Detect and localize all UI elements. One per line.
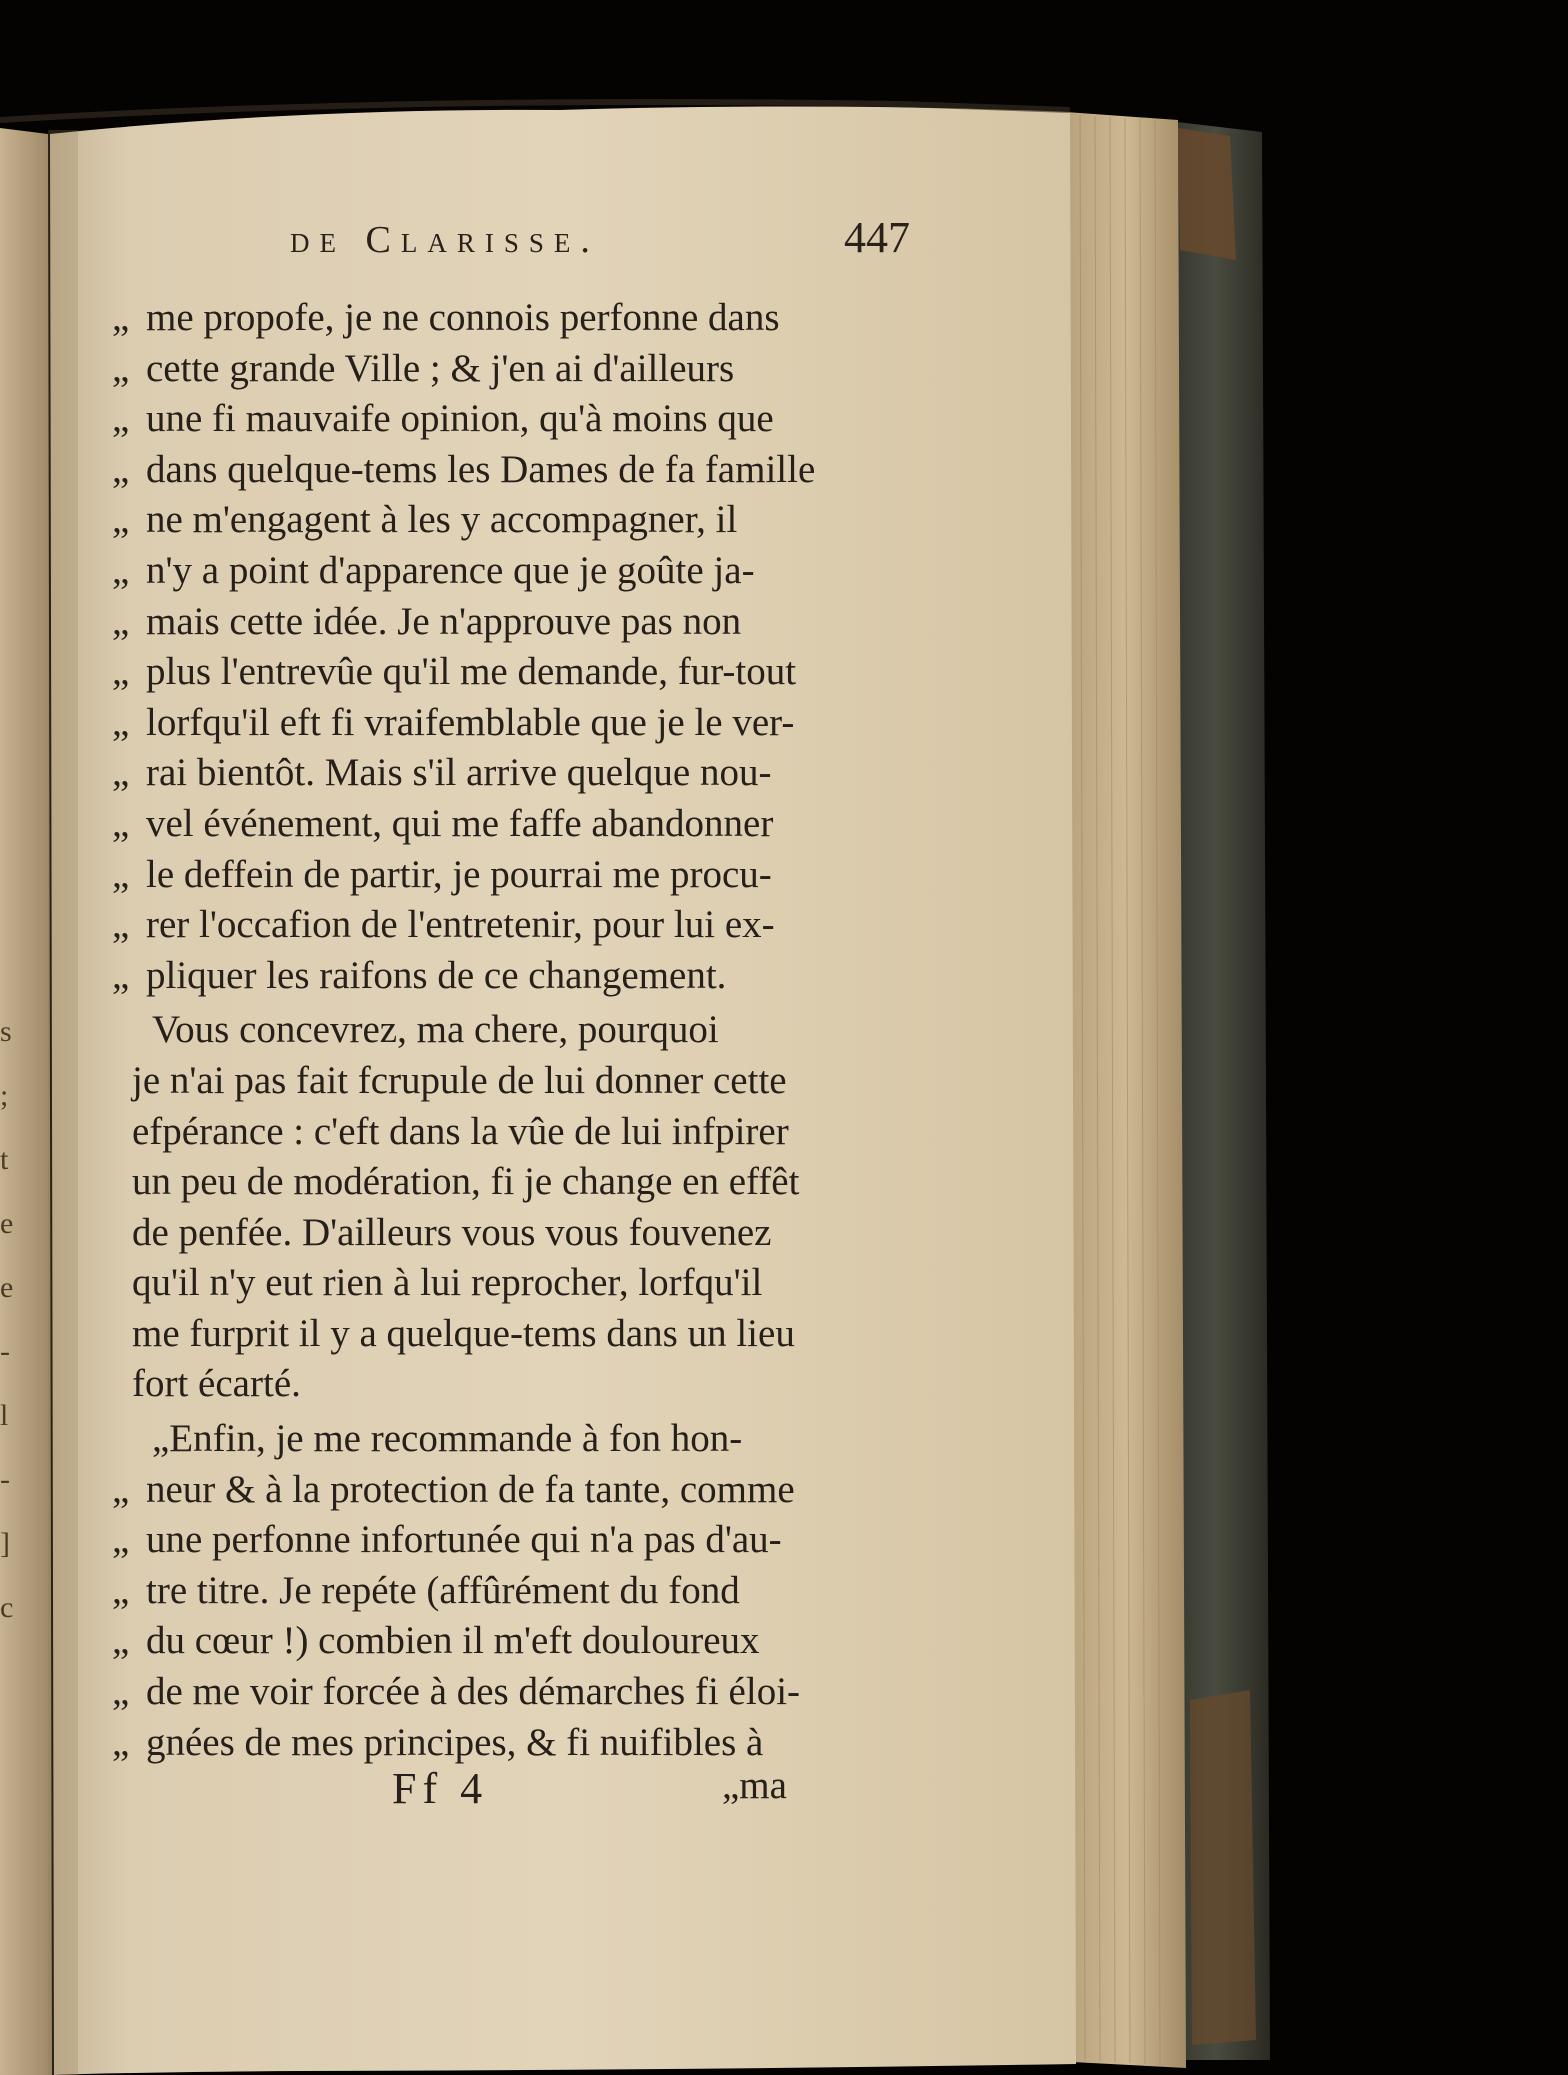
left-page-fragment: s — [0, 1015, 12, 1048]
text-line — [112, 1157, 912, 1208]
text-line — [112, 293, 912, 344]
quote-mark: „ — [112, 1467, 130, 1511]
line-text: je n'ai pas fait fcrupule de lui donner cette — [132, 1058, 787, 1102]
text-line — [112, 1616, 912, 1667]
line-text: plus l'entrevûe qu'il me demande, fur-tout — [146, 650, 797, 694]
text-line — [112, 597, 912, 648]
text-line — [112, 1309, 912, 1360]
signature-mark: Ff 4 — [392, 1764, 489, 1813]
line-text: Vous concevrez, ma chere, pourquoi — [152, 1008, 719, 1052]
page-footer — [0, 1763, 820, 1823]
line-text: fort écarté. — [132, 1362, 301, 1406]
quote-mark: „ — [112, 650, 130, 694]
text-line — [112, 1056, 912, 1107]
text-line — [112, 1208, 912, 1259]
line-text: neur & à la protection de fa tante, comme — [146, 1467, 795, 1511]
text-line — [112, 394, 912, 445]
quote-mark: „ — [112, 1720, 130, 1764]
text-line — [112, 546, 912, 597]
left-page-fragment: e — [0, 1207, 14, 1240]
quote-mark: „ — [112, 1518, 130, 1562]
left-page-fragment: - — [0, 1335, 10, 1368]
left-page-margin — [0, 1000, 30, 1640]
line-text: n'y a point d'apparence que je goûte ja- — [146, 548, 755, 592]
text-line — [112, 1258, 912, 1309]
text-line — [112, 1566, 912, 1617]
text-line — [112, 344, 912, 395]
line-text: cette grande Ville ; & j'en ai d'ailleurs — [146, 346, 735, 390]
line-text: ne m'engagent à les y accompagner, il — [146, 498, 738, 542]
line-text: rai bientôt. Mais s'il arrive quelque nou- — [146, 751, 772, 795]
line-text: efpérance : c'eft dans la vûe de lui infpirer — [132, 1109, 789, 1153]
quote-mark: „ — [112, 599, 130, 643]
text-line — [112, 1107, 912, 1158]
line-text: gnées de mes principes, & fi nuifibles à — [146, 1720, 764, 1764]
text-line — [112, 1515, 912, 1566]
text-line — [112, 495, 912, 546]
line-text: le deffein de partir, je pourrai me procu- — [146, 852, 772, 896]
quote-mark: „ — [112, 801, 130, 845]
left-page-fragment: ; — [0, 1079, 9, 1112]
left-page-fragment: ] — [0, 1527, 10, 1560]
quote-mark: „ — [112, 498, 130, 542]
line-text: du cœur !) combien il m'eft douloureux — [146, 1619, 760, 1663]
quote-mark: „ — [112, 1670, 130, 1714]
catchword: „ma — [722, 1764, 787, 1807]
line-text: tre titre. Je repéte (affûrément du fond — [146, 1568, 740, 1612]
left-page-fragment: e — [0, 1271, 14, 1304]
line-text: „Enfin, je me recommande à fon hon- — [152, 1417, 743, 1461]
text-line — [112, 799, 912, 850]
page-number: 447 — [844, 213, 910, 262]
line-text: un peu de modération, fi je change en effêt — [132, 1160, 800, 1204]
quote-mark: „ — [112, 1568, 130, 1612]
left-page-fragment: l — [0, 1399, 9, 1432]
left-page-fragment: t — [0, 1143, 9, 1176]
line-text: une perfonne infortunée qui n'a pas d'au- — [146, 1518, 782, 1562]
left-page-fragment: - — [0, 1463, 10, 1496]
quote-mark: „ — [112, 700, 130, 744]
line-text: qu'il n'y eut rien à lui reprocher, lorfqu'il — [132, 1261, 763, 1305]
text-line — [112, 951, 912, 1002]
body-text — [112, 293, 912, 1768]
text-line — [112, 748, 912, 799]
line-text: rer l'occafion de l'entretenir, pour lui ex- — [146, 903, 775, 947]
text-line — [112, 900, 912, 951]
line-text: une fi mauvaife opinion, qu'à moins que — [146, 397, 774, 441]
text-line — [112, 445, 912, 496]
quote-mark: „ — [112, 447, 130, 491]
line-text: de me voir forcée à des démarches fi éloi- — [146, 1670, 801, 1714]
line-text: me propofe, je ne connois perfonne dans — [146, 296, 780, 339]
text-line — [112, 1359, 912, 1410]
quote-mark: „ — [112, 346, 130, 390]
quote-mark: „ — [112, 751, 130, 795]
page-header — [290, 213, 910, 278]
quote-mark: „ — [112, 296, 130, 339]
text-line — [112, 698, 912, 749]
quote-mark: „ — [112, 903, 130, 947]
quote-mark: „ — [112, 548, 130, 592]
text-line — [112, 647, 912, 698]
text-line — [112, 1667, 912, 1718]
line-text: de penfée. D'ailleurs vous vous fouvenez — [132, 1210, 772, 1254]
line-text: mais cette idée. Je n'approuve pas non — [146, 599, 742, 643]
line-text: pliquer les raifons de ce changement. — [146, 953, 727, 997]
text-line — [112, 1414, 912, 1465]
line-text: me furprit il y a quelque-tems dans un lieu — [132, 1311, 795, 1355]
text-line — [112, 850, 912, 901]
left-page-fragment: c — [0, 1591, 14, 1624]
running-title: de Clarisse. — [290, 219, 600, 261]
quote-mark: „ — [112, 397, 130, 441]
quote-mark: „ — [112, 852, 130, 896]
text-line — [112, 1718, 912, 1769]
text-line — [112, 1465, 912, 1516]
line-text: vel événement, qui me faffe abandonner — [146, 801, 774, 845]
quote-mark: „ — [112, 1619, 130, 1663]
line-text: dans quelque-tems les Dames de fa famille — [146, 447, 816, 491]
line-text: lorfqu'il eft fi vraifemblable que je le ver- — [146, 700, 795, 744]
quote-mark: „ — [112, 953, 130, 997]
text-line — [112, 1005, 912, 1056]
